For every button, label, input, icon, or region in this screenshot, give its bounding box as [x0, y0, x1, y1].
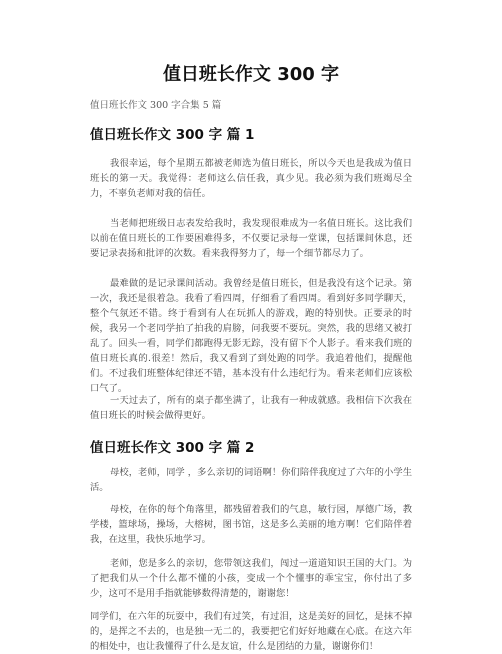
section-1-heading: 值日班长作文 300 字 篇 1: [90, 127, 255, 143]
section-2-paragraph-2: 母校，在你的每个角落里，都残留着我们的气息，敏行园，厚德广场，教学楼，篮球场，操场，大榕树，图书馆，这是多么美丽的地方啊！它们陪伴着我，在这里，我快乐地学习。: [90, 504, 412, 545]
document-subtitle: 值日班长作文 300 字合集 5 篇: [90, 100, 222, 111]
section-2-paragraph-4: 同学们，在六年的玩耍中，我们有过笑，有过泪，这是美好的回忆，是抹不掉的，是挥之不去的，也是独一无二的，我要把它们好好地藏在心底。在这六年的相处中，也让我懂得了什么是友谊，什么是团结的力量，谢谢你们！: [90, 611, 412, 652]
section-2-paragraph-3: 老师，您是多么的亲切，您带领这我们，闯过一道道知识王国的大门。为了把我们从一个什么都不懂的小孩，变成一个个懂事的乖宝宝，你付出了多少，这可不是用手指就能够数得清楚的，谢谢您！: [90, 558, 412, 599]
document-title: 值日班长作文 300 字: [162, 64, 340, 85]
section-1-paragraph-3: 最难做的是记录课间活动。我曾经是值日班长，但是我没有这个记录。第一次，我还是很着急。我看了看四周，仔细看了看四周。看到好多同学聊天，整个气氛还不错。终于看到有人在玩抓人的游戏，跑的特别快。正要录的时候，我另一个老同学拍了拍我的肩膀，问我要不要玩。突然，我的思绪又被打乱了。回头一看，同学们都跑得无影无踪，没有留下个人影子。看来我们班的值日班长真的.很差！然后，我又看到了到处跑的同学。我追着他们，提醒他们。不过我们班整体纪律还不错，基本没有什么违纪行为。看来老师们应该松口气了。: [90, 278, 412, 394]
section-2-paragraph-1: 母校，老师，同学 ，多么亲切的词语啊！你们陪伴我度过了六年的小学生活。: [90, 467, 412, 493]
section-1-paragraph-2: 当老师把班级日志表发给我时，我发现很难成为一名值日班长。这比我们以前在值日班长的工作要困难得多，不仅要记录每一堂课，包括课间休息，还要记录表扬和批评的次数。看来我得努力了，每一个细节都尽力了。: [90, 218, 412, 259]
section-1-paragraph-1: 我很幸运，每个星期五都被老师选为值日班长，所以今天也是我成为值日班长的第一天。我觉得：老师这么信任我，真少见。我必须为我们班竭尽全力，不辜负老师对我的信任。: [90, 158, 412, 199]
section-2-heading: 值日班长作文 300 字 篇 2: [90, 440, 255, 456]
section-1-paragraph-4: 一天过去了，所有的桌子都坐满了，让我有一种成就感。我相信下次我在值日班长的时候会做得更好。: [90, 395, 412, 421]
